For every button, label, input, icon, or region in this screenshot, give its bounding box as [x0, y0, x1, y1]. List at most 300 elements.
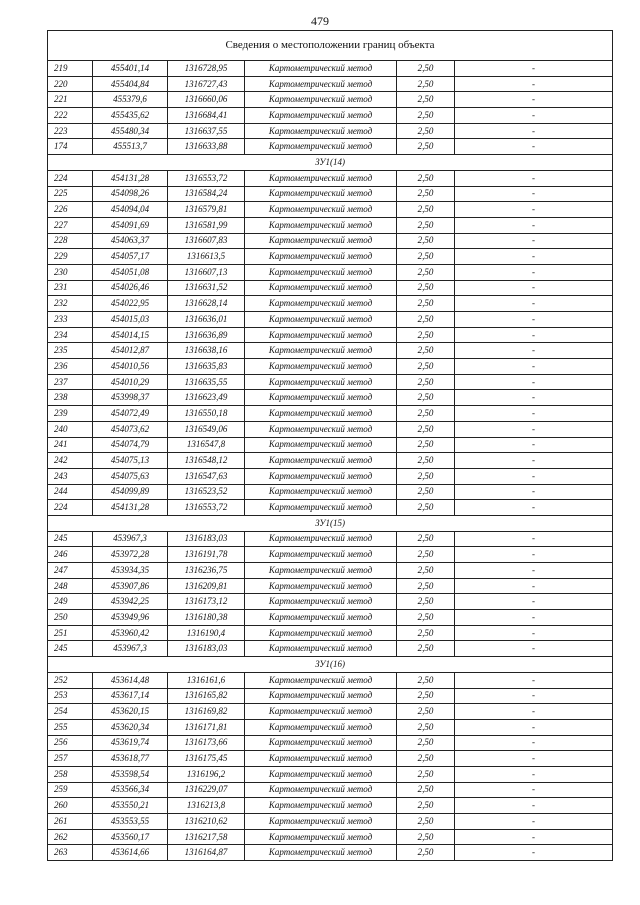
y-coordinate-cell: 1316164,87 [168, 845, 245, 861]
precision-cell: 2,50 [397, 563, 455, 579]
point-number-cell: 228 [48, 233, 93, 249]
table-row [48, 798, 613, 814]
description-cell: - [455, 437, 613, 453]
y-coordinate-cell: 1316607,13 [168, 264, 245, 280]
method-cell: Картометрический метод [245, 484, 397, 500]
precision-cell: 2,50 [397, 76, 455, 92]
description-cell: - [455, 76, 613, 92]
precision-cell: 2,50 [397, 139, 455, 155]
x-coordinate-cell: 453960,42 [93, 625, 168, 641]
method-cell: Картометрический метод [245, 76, 397, 92]
y-coordinate-cell: 1316191,78 [168, 547, 245, 563]
method-cell: Картометрический метод [245, 390, 397, 406]
point-number-cell: 224 [48, 170, 93, 186]
description-cell: - [455, 672, 613, 688]
y-coordinate-cell: 1316548,12 [168, 453, 245, 469]
method-cell: Картометрический метод [245, 814, 397, 830]
precision-cell: 2,50 [397, 845, 455, 861]
point-number-cell: 242 [48, 453, 93, 469]
method-cell: Картометрический метод [245, 343, 397, 359]
point-number-cell: 258 [48, 766, 93, 782]
y-coordinate-cell: 1316636,01 [168, 312, 245, 328]
precision-cell: 2,50 [397, 202, 455, 218]
x-coordinate-cell: 453998,37 [93, 390, 168, 406]
point-number-cell: 248 [48, 578, 93, 594]
description-cell: - [455, 751, 613, 767]
x-coordinate-cell: 454022,95 [93, 296, 168, 312]
table-row [48, 296, 613, 312]
section-header-row [48, 155, 613, 171]
precision-cell: 2,50 [397, 296, 455, 312]
x-coordinate-cell: 453566,34 [93, 782, 168, 798]
method-cell: Картометрический метод [245, 374, 397, 390]
y-coordinate-cell: 1316183,03 [168, 531, 245, 547]
description-cell: - [455, 406, 613, 422]
y-coordinate-cell: 1316553,72 [168, 500, 245, 516]
section-header-row [48, 515, 613, 531]
precision-cell: 2,50 [397, 641, 455, 657]
y-coordinate-cell: 1316165,82 [168, 688, 245, 704]
y-coordinate-cell: 1316547,8 [168, 437, 245, 453]
method-cell: Картометрический метод [245, 359, 397, 375]
point-number-cell: 244 [48, 484, 93, 500]
x-coordinate-cell: 453620,34 [93, 719, 168, 735]
precision-cell: 2,50 [397, 390, 455, 406]
x-coordinate-cell: 453934,35 [93, 563, 168, 579]
point-number-cell: 259 [48, 782, 93, 798]
method-cell: Картометрический метод [245, 202, 397, 218]
description-cell: - [455, 719, 613, 735]
point-number-cell: 226 [48, 202, 93, 218]
x-coordinate-cell: 454075,13 [93, 453, 168, 469]
section-header-row [48, 657, 613, 673]
table-title: Сведения о местоположении границ объекта [48, 31, 613, 61]
point-number-cell: 224 [48, 500, 93, 516]
point-number-cell: 174 [48, 139, 93, 155]
description-cell: - [455, 390, 613, 406]
point-number-cell: 251 [48, 625, 93, 641]
table-row [48, 123, 613, 139]
method-cell: Картометрический метод [245, 672, 397, 688]
table-row [48, 249, 613, 265]
precision-cell: 2,50 [397, 406, 455, 422]
point-number-cell: 245 [48, 531, 93, 547]
table-row [48, 217, 613, 233]
description-cell: - [455, 280, 613, 296]
y-coordinate-cell: 1316180,38 [168, 610, 245, 626]
precision-cell: 2,50 [397, 249, 455, 265]
table-row [48, 390, 613, 406]
x-coordinate-cell: 454094,04 [93, 202, 168, 218]
x-coordinate-cell: 454075,63 [93, 468, 168, 484]
x-coordinate-cell: 455435,62 [93, 108, 168, 124]
method-cell: Картометрический метод [245, 108, 397, 124]
point-number-cell: 243 [48, 468, 93, 484]
precision-cell: 2,50 [397, 610, 455, 626]
table-title-row [48, 31, 613, 61]
description-cell: - [455, 547, 613, 563]
y-coordinate-cell: 1316183,03 [168, 641, 245, 657]
point-number-cell: 254 [48, 704, 93, 720]
y-coordinate-cell: 1316728,95 [168, 61, 245, 77]
point-number-cell: 236 [48, 359, 93, 375]
method-cell: Картометрический метод [245, 61, 397, 77]
method-cell: Картометрический метод [245, 406, 397, 422]
point-number-cell: 245 [48, 641, 93, 657]
point-number-cell: 232 [48, 296, 93, 312]
precision-cell: 2,50 [397, 123, 455, 139]
description-cell: - [455, 170, 613, 186]
point-number-cell: 238 [48, 390, 93, 406]
precision-cell: 2,50 [397, 782, 455, 798]
x-coordinate-cell: 453598,54 [93, 766, 168, 782]
x-coordinate-cell: 454072,49 [93, 406, 168, 422]
method-cell: Картометрический метод [245, 829, 397, 845]
description-cell: - [455, 641, 613, 657]
method-cell: Картометрический метод [245, 610, 397, 626]
x-coordinate-cell: 454099,89 [93, 484, 168, 500]
table-row [48, 359, 613, 375]
x-coordinate-cell: 454073,62 [93, 421, 168, 437]
y-coordinate-cell: 1316190,4 [168, 625, 245, 641]
x-coordinate-cell: 454051,08 [93, 264, 168, 280]
table-row [48, 625, 613, 641]
method-cell: Картометрический метод [245, 531, 397, 547]
y-coordinate-cell: 1316638,16 [168, 343, 245, 359]
x-coordinate-cell: 454074,79 [93, 437, 168, 453]
y-coordinate-cell: 1316209,81 [168, 578, 245, 594]
x-coordinate-cell: 453942,25 [93, 594, 168, 610]
method-cell: Картометрический метод [245, 798, 397, 814]
method-cell: Картометрический метод [245, 249, 397, 265]
table-row [48, 751, 613, 767]
table-row [48, 829, 613, 845]
y-coordinate-cell: 1316236,75 [168, 563, 245, 579]
point-number-cell: 247 [48, 563, 93, 579]
precision-cell: 2,50 [397, 814, 455, 830]
table-row [48, 327, 613, 343]
description-cell: - [455, 123, 613, 139]
description-cell: - [455, 500, 613, 516]
table-row [48, 406, 613, 422]
x-coordinate-cell: 453550,21 [93, 798, 168, 814]
table-row [48, 108, 613, 124]
table-row [48, 139, 613, 155]
precision-cell: 2,50 [397, 688, 455, 704]
description-cell: - [455, 359, 613, 375]
precision-cell: 2,50 [397, 186, 455, 202]
precision-cell: 2,50 [397, 625, 455, 641]
method-cell: Картометрический метод [245, 578, 397, 594]
method-cell: Картометрический метод [245, 704, 397, 720]
description-cell: - [455, 453, 613, 469]
description-cell: - [455, 531, 613, 547]
table-row [48, 500, 613, 516]
description-cell: - [455, 139, 613, 155]
precision-cell: 2,50 [397, 374, 455, 390]
x-coordinate-cell: 453967,3 [93, 641, 168, 657]
method-cell: Картометрический метод [245, 186, 397, 202]
description-cell: - [455, 186, 613, 202]
point-number-cell: 231 [48, 280, 93, 296]
description-cell: - [455, 264, 613, 280]
table-row [48, 484, 613, 500]
table-row [48, 578, 613, 594]
table-row [48, 594, 613, 610]
point-number-cell: 233 [48, 312, 93, 328]
x-coordinate-cell: 454091,69 [93, 217, 168, 233]
description-cell: - [455, 421, 613, 437]
x-coordinate-cell: 455513,7 [93, 139, 168, 155]
description-cell: - [455, 233, 613, 249]
description-cell: - [455, 61, 613, 77]
y-coordinate-cell: 1316631,52 [168, 280, 245, 296]
x-coordinate-cell: 454131,28 [93, 170, 168, 186]
point-number-cell: 229 [48, 249, 93, 265]
point-number-cell: 246 [48, 547, 93, 563]
description-cell: - [455, 202, 613, 218]
section-label: ЗУ1(14) [48, 155, 613, 171]
x-coordinate-cell: 454026,46 [93, 280, 168, 296]
point-number-cell: 222 [48, 108, 93, 124]
point-number-cell: 234 [48, 327, 93, 343]
point-number-cell: 249 [48, 594, 93, 610]
y-coordinate-cell: 1316727,43 [168, 76, 245, 92]
method-cell: Картометрический метод [245, 296, 397, 312]
y-coordinate-cell: 1316607,83 [168, 233, 245, 249]
precision-cell: 2,50 [397, 704, 455, 720]
y-coordinate-cell: 1316213,8 [168, 798, 245, 814]
method-cell: Картометрический метод [245, 782, 397, 798]
table-row [48, 76, 613, 92]
precision-cell: 2,50 [397, 92, 455, 108]
section-label: ЗУ1(16) [48, 657, 613, 673]
table-row [48, 170, 613, 186]
description-cell: - [455, 735, 613, 751]
description-cell: - [455, 798, 613, 814]
point-number-cell: 241 [48, 437, 93, 453]
x-coordinate-cell: 453560,17 [93, 829, 168, 845]
precision-cell: 2,50 [397, 547, 455, 563]
precision-cell: 2,50 [397, 233, 455, 249]
x-coordinate-cell: 453618,77 [93, 751, 168, 767]
description-cell: - [455, 782, 613, 798]
method-cell: Картометрический метод [245, 735, 397, 751]
precision-cell: 2,50 [397, 170, 455, 186]
precision-cell: 2,50 [397, 421, 455, 437]
y-coordinate-cell: 1316635,83 [168, 359, 245, 375]
description-cell: - [455, 249, 613, 265]
y-coordinate-cell: 1316549,06 [168, 421, 245, 437]
table-row [48, 312, 613, 328]
description-cell: - [455, 217, 613, 233]
precision-cell: 2,50 [397, 751, 455, 767]
precision-cell: 2,50 [397, 766, 455, 782]
y-coordinate-cell: 1316196,2 [168, 766, 245, 782]
x-coordinate-cell: 454015,03 [93, 312, 168, 328]
table-row [48, 453, 613, 469]
method-cell: Картометрический метод [245, 170, 397, 186]
precision-cell: 2,50 [397, 531, 455, 547]
point-number-cell: 257 [48, 751, 93, 767]
x-coordinate-cell: 453619,74 [93, 735, 168, 751]
y-coordinate-cell: 1316169,82 [168, 704, 245, 720]
method-cell: Картометрический метод [245, 719, 397, 735]
point-number-cell: 250 [48, 610, 93, 626]
precision-cell: 2,50 [397, 672, 455, 688]
boundary-coordinates-table [47, 30, 613, 861]
x-coordinate-cell: 454057,17 [93, 249, 168, 265]
precision-cell: 2,50 [397, 343, 455, 359]
table-row [48, 735, 613, 751]
table-row [48, 766, 613, 782]
description-cell: - [455, 327, 613, 343]
method-cell: Картометрический метод [245, 264, 397, 280]
point-number-cell: 220 [48, 76, 93, 92]
table-row [48, 186, 613, 202]
method-cell: Картометрический метод [245, 421, 397, 437]
description-cell: - [455, 563, 613, 579]
table-row [48, 264, 613, 280]
method-cell: Картометрический метод [245, 92, 397, 108]
x-coordinate-cell: 454098,26 [93, 186, 168, 202]
y-coordinate-cell: 1316550,18 [168, 406, 245, 422]
precision-cell: 2,50 [397, 735, 455, 751]
y-coordinate-cell: 1316623,49 [168, 390, 245, 406]
point-number-cell: 230 [48, 264, 93, 280]
y-coordinate-cell: 1316553,72 [168, 170, 245, 186]
method-cell: Картометрический метод [245, 437, 397, 453]
table-row [48, 61, 613, 77]
y-coordinate-cell: 1316210,62 [168, 814, 245, 830]
y-coordinate-cell: 1316581,99 [168, 217, 245, 233]
precision-cell: 2,50 [397, 829, 455, 845]
table-row [48, 468, 613, 484]
table-row [48, 202, 613, 218]
point-number-cell: 219 [48, 61, 93, 77]
description-cell: - [455, 468, 613, 484]
table-row [48, 704, 613, 720]
precision-cell: 2,50 [397, 359, 455, 375]
description-cell: - [455, 704, 613, 720]
description-cell: - [455, 594, 613, 610]
y-coordinate-cell: 1316217,58 [168, 829, 245, 845]
description-cell: - [455, 578, 613, 594]
precision-cell: 2,50 [397, 437, 455, 453]
method-cell: Картометрический метод [245, 280, 397, 296]
method-cell: Картометрический метод [245, 217, 397, 233]
precision-cell: 2,50 [397, 264, 455, 280]
precision-cell: 2,50 [397, 108, 455, 124]
method-cell: Картометрический метод [245, 233, 397, 249]
method-cell: Картометрический метод [245, 766, 397, 782]
y-coordinate-cell: 1316637,55 [168, 123, 245, 139]
point-number-cell: 262 [48, 829, 93, 845]
y-coordinate-cell: 1316633,88 [168, 139, 245, 155]
method-cell: Картометрический метод [245, 327, 397, 343]
y-coordinate-cell: 1316171,81 [168, 719, 245, 735]
method-cell: Картометрический метод [245, 453, 397, 469]
x-coordinate-cell: 455379,6 [93, 92, 168, 108]
x-coordinate-cell: 454014,15 [93, 327, 168, 343]
table-row [48, 672, 613, 688]
table-row [48, 437, 613, 453]
point-number-cell: 255 [48, 719, 93, 735]
point-number-cell: 253 [48, 688, 93, 704]
point-number-cell: 240 [48, 421, 93, 437]
x-coordinate-cell: 453614,48 [93, 672, 168, 688]
x-coordinate-cell: 455480,34 [93, 123, 168, 139]
method-cell: Картометрический метод [245, 625, 397, 641]
method-cell: Картометрический метод [245, 123, 397, 139]
y-coordinate-cell: 1316161,6 [168, 672, 245, 688]
precision-cell: 2,50 [397, 719, 455, 735]
description-cell: - [455, 343, 613, 359]
point-number-cell: 256 [48, 735, 93, 751]
table-row [48, 92, 613, 108]
y-coordinate-cell: 1316173,66 [168, 735, 245, 751]
page-number: 479 [311, 14, 329, 28]
precision-cell: 2,50 [397, 61, 455, 77]
y-coordinate-cell: 1316660,06 [168, 92, 245, 108]
x-coordinate-cell: 455401,14 [93, 61, 168, 77]
table-row [48, 688, 613, 704]
description-cell: - [455, 374, 613, 390]
y-coordinate-cell: 1316547,63 [168, 468, 245, 484]
x-coordinate-cell: 453907,86 [93, 578, 168, 594]
method-cell: Картометрический метод [245, 500, 397, 516]
description-cell: - [455, 688, 613, 704]
point-number-cell: 260 [48, 798, 93, 814]
table-row [48, 531, 613, 547]
y-coordinate-cell: 1316635,55 [168, 374, 245, 390]
table-row [48, 343, 613, 359]
description-cell: - [455, 829, 613, 845]
description-cell: - [455, 484, 613, 500]
description-cell: - [455, 625, 613, 641]
precision-cell: 2,50 [397, 468, 455, 484]
description-cell: - [455, 845, 613, 861]
x-coordinate-cell: 454063,37 [93, 233, 168, 249]
table-row [48, 421, 613, 437]
x-coordinate-cell: 454010,29 [93, 374, 168, 390]
point-number-cell: 239 [48, 406, 93, 422]
method-cell: Картометрический метод [245, 594, 397, 610]
point-number-cell: 263 [48, 845, 93, 861]
y-coordinate-cell: 1316579,81 [168, 202, 245, 218]
table-row [48, 814, 613, 830]
y-coordinate-cell: 1316175,45 [168, 751, 245, 767]
description-cell: - [455, 296, 613, 312]
precision-cell: 2,50 [397, 327, 455, 343]
precision-cell: 2,50 [397, 798, 455, 814]
x-coordinate-cell: 454010,56 [93, 359, 168, 375]
y-coordinate-cell: 1316584,24 [168, 186, 245, 202]
table-row [48, 610, 613, 626]
method-cell: Картометрический метод [245, 468, 397, 484]
description-cell: - [455, 108, 613, 124]
section-label: ЗУ1(15) [48, 515, 613, 531]
method-cell: Картометрический метод [245, 563, 397, 579]
method-cell: Картометрический метод [245, 139, 397, 155]
table-row [48, 782, 613, 798]
point-number-cell: 221 [48, 92, 93, 108]
x-coordinate-cell: 455404,84 [93, 76, 168, 92]
y-coordinate-cell: 1316613,5 [168, 249, 245, 265]
precision-cell: 2,50 [397, 217, 455, 233]
y-coordinate-cell: 1316173,12 [168, 594, 245, 610]
method-cell: Картометрический метод [245, 547, 397, 563]
